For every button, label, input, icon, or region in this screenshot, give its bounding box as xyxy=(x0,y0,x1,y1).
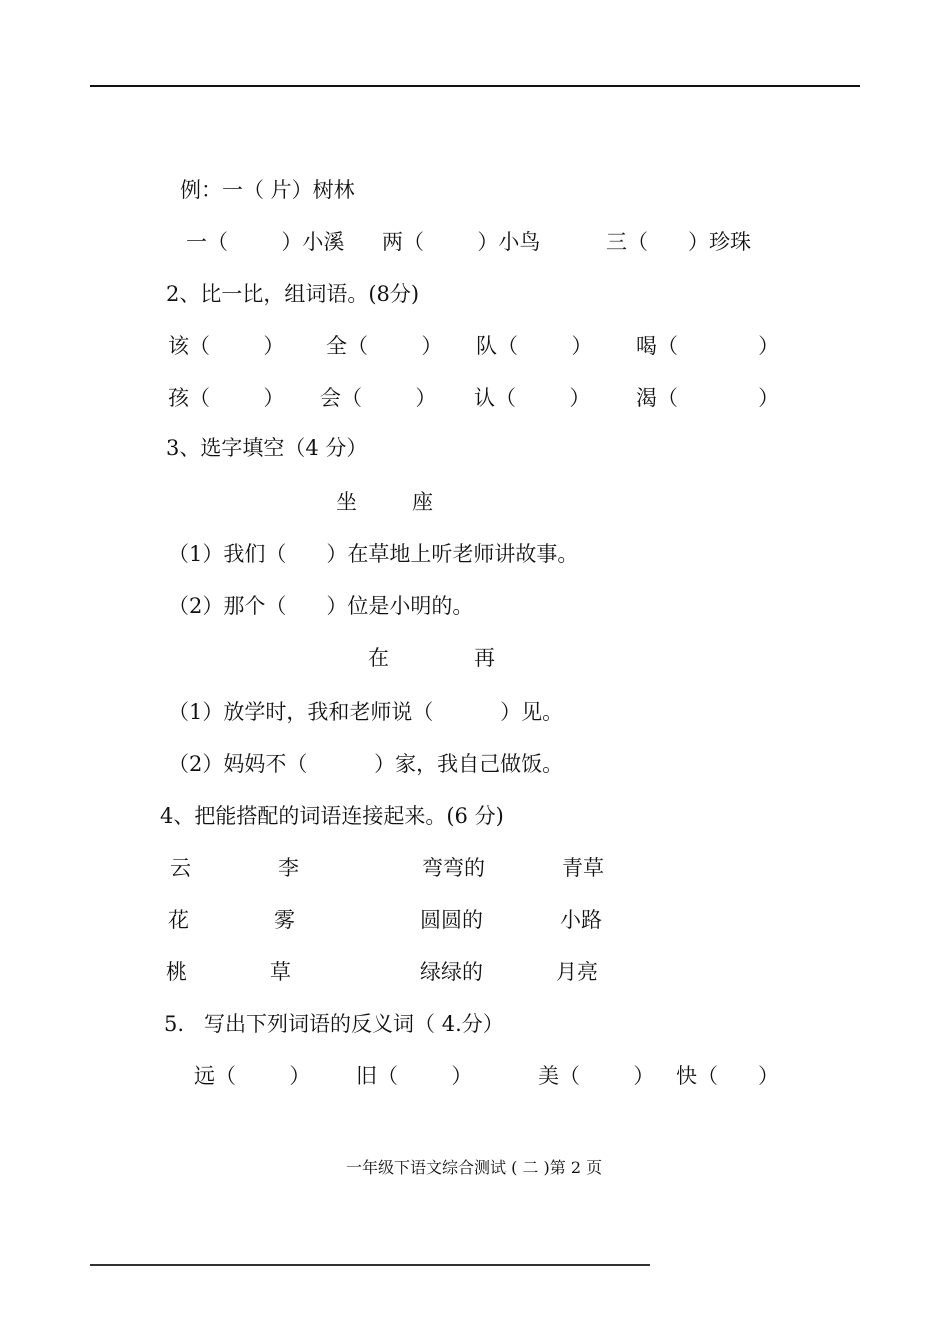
q5-item: 远（ ） xyxy=(194,1064,311,1088)
q4-word: 弯弯的 xyxy=(422,856,485,880)
q4-word: 绿绿的 xyxy=(420,960,483,984)
q3-choice: 坐 xyxy=(336,490,357,514)
q3-choice: 座 xyxy=(412,490,433,514)
q2-item: 队（ ） xyxy=(476,334,593,358)
q4-word: 草 xyxy=(270,960,291,984)
q4-word: 圆圆的 xyxy=(420,908,483,932)
q3-line: （1）放学时，我和老师说（ ）见。 xyxy=(168,700,564,724)
q4-word: 小路 xyxy=(560,908,602,932)
q2-item: 会（ ） xyxy=(320,386,437,410)
bottom-rule xyxy=(90,1264,650,1266)
q4-title: 4、把能搭配的词语连接起来。(6 分) xyxy=(160,804,504,828)
q3-title: 3、选字填空（4 分） xyxy=(166,436,368,460)
q3-choice: 在 xyxy=(368,646,389,670)
q4-word: 桃 xyxy=(166,960,187,984)
q5-item: 美（ ） xyxy=(538,1064,655,1088)
q2-item: 喝（ ） xyxy=(636,334,780,358)
q2-item: 全（ ） xyxy=(326,334,443,358)
q3-choice: 再 xyxy=(474,646,495,670)
q2-title: 2、比一比，组词语。(8分) xyxy=(166,282,420,306)
q3-line: （1）我们（ ）在草地上听老师讲故事。 xyxy=(168,542,579,566)
q4-word: 云 xyxy=(170,856,191,880)
q2-item: 渴（ ） xyxy=(636,386,780,410)
q5-title: 5. 写出下列词语的反义词（ 4.分） xyxy=(164,1012,504,1036)
top-rule xyxy=(90,85,860,87)
q2-item: 认（ ） xyxy=(474,386,591,410)
example-item: 三（ ）珍珠 xyxy=(606,230,752,254)
example-text: 例：一（ 片）树林 xyxy=(180,178,355,202)
q4-word: 雾 xyxy=(274,908,295,932)
q2-item: 该（ ） xyxy=(168,334,285,358)
q4-word: 花 xyxy=(168,908,189,932)
q2-item: 孩（ ） xyxy=(168,386,285,410)
example-item: 一（ ）小溪 xyxy=(186,230,345,254)
q5-item: 快（ ） xyxy=(676,1064,780,1088)
q4-word: 月亮 xyxy=(556,960,598,984)
q5-item: 旧（ ） xyxy=(356,1064,473,1088)
page-footer: 一年级下语文综合测试 ( 二 )第 2 页 xyxy=(346,1158,603,1177)
q4-word: 青草 xyxy=(562,856,604,880)
q3-line: （2）那个（ ）位是小明的。 xyxy=(168,594,474,618)
example-item: 两（ ）小鸟 xyxy=(382,230,541,254)
q4-word: 李 xyxy=(278,856,299,880)
q3-line: （2）妈妈不（ ）家，我自己做饭。 xyxy=(168,752,564,776)
